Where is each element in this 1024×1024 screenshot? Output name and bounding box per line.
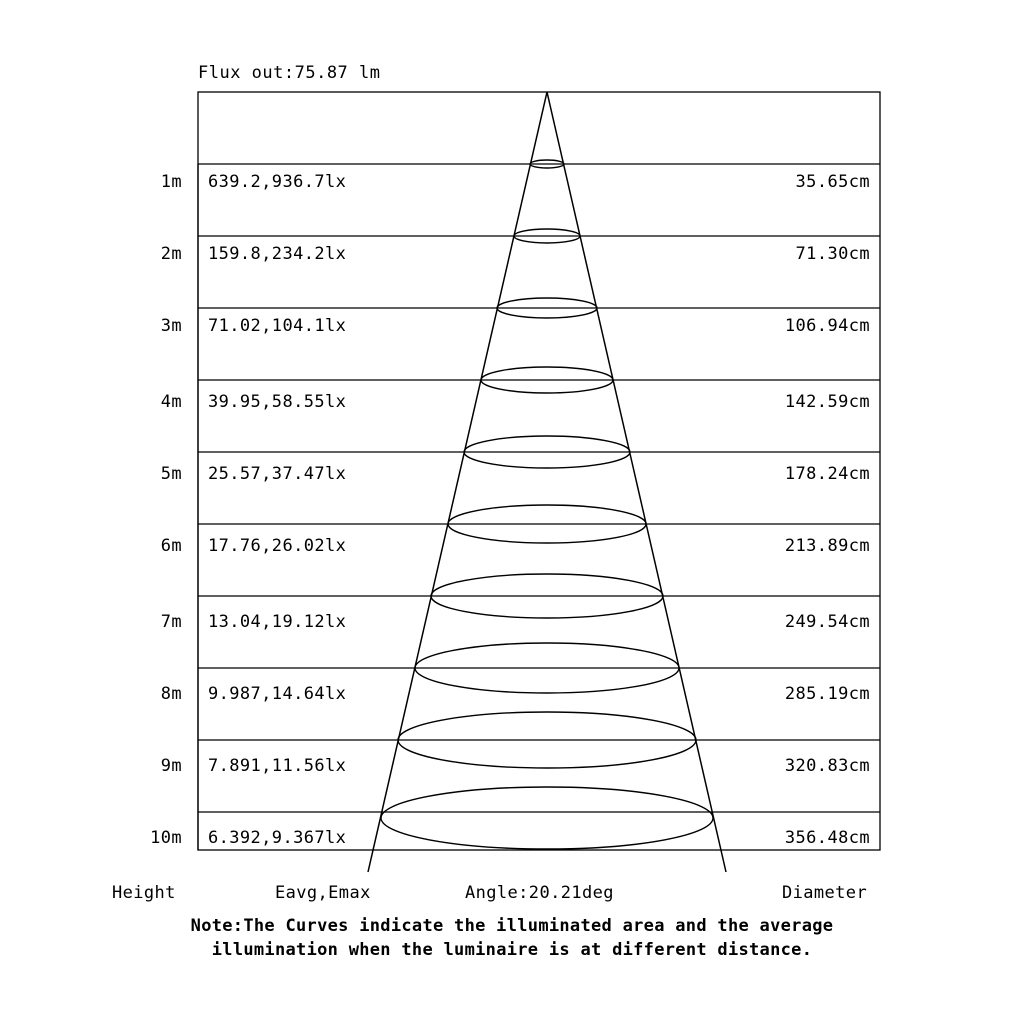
row-diameter-2: 71.30cm	[795, 244, 870, 264]
row-eavg-emax-3: 71.02,104.1lx	[208, 316, 347, 336]
row-height-1: 1m	[160, 172, 182, 192]
axis-label-height: Height	[112, 883, 176, 903]
row-eavg-emax-1: 639.2,936.7lx	[208, 172, 347, 192]
note-line-1: Note:The Curves indicate the illuminated area and the average	[190, 916, 834, 936]
row-diameter-9: 320.83cm	[784, 756, 870, 776]
row-diameter-7: 249.54cm	[784, 612, 870, 632]
row-diameter-1: 35.65cm	[795, 172, 870, 192]
row-height-4: 4m	[160, 392, 182, 412]
row-height-2: 2m	[160, 244, 182, 264]
flux-out-label: Flux out:75.87 lm	[198, 63, 381, 83]
row-diameter-4: 142.59cm	[784, 392, 870, 412]
row-height-9: 9m	[160, 756, 182, 776]
row-eavg-emax-10: 6.392,9.367lx	[208, 828, 347, 848]
axis-label-angle: Angle:20.21deg	[465, 883, 614, 903]
row-height-7: 7m	[160, 612, 182, 632]
row-diameter-8: 285.19cm	[784, 684, 870, 704]
illumination-ellipses	[381, 160, 713, 849]
row-height-8: 8m	[160, 684, 182, 704]
row-height-3: 3m	[160, 316, 182, 336]
axis-label-diameter: Diameter	[782, 883, 868, 903]
row-eavg-emax-5: 25.57,37.47lx	[208, 464, 347, 484]
row-eavg-emax-8: 9.987,14.64lx	[208, 684, 347, 704]
row-diameter-10: 356.48cm	[784, 828, 870, 848]
row-eavg-emax-7: 13.04,19.12lx	[208, 612, 347, 632]
row-eavg-emax-6: 17.76,26.02lx	[208, 536, 347, 556]
row-eavg-emax-4: 39.95,58.55lx	[208, 392, 347, 412]
row-diameter-5: 178.24cm	[784, 464, 870, 484]
note-line-2: illumination when the luminaire is at different distance.	[211, 940, 813, 960]
row-height-6: 6m	[160, 536, 182, 556]
row-height-5: 5m	[160, 464, 182, 484]
row-eavg-emax-9: 7.891,11.56lx	[208, 756, 347, 776]
axis-label-eavg-emax: Eavg,Emax	[275, 883, 371, 903]
row-height-10: 10m	[150, 828, 182, 848]
row-diameter-3: 106.94cm	[784, 316, 870, 336]
row-eavg-emax-2: 159.8,234.2lx	[208, 244, 347, 264]
row-diameter-6: 213.89cm	[784, 536, 870, 556]
